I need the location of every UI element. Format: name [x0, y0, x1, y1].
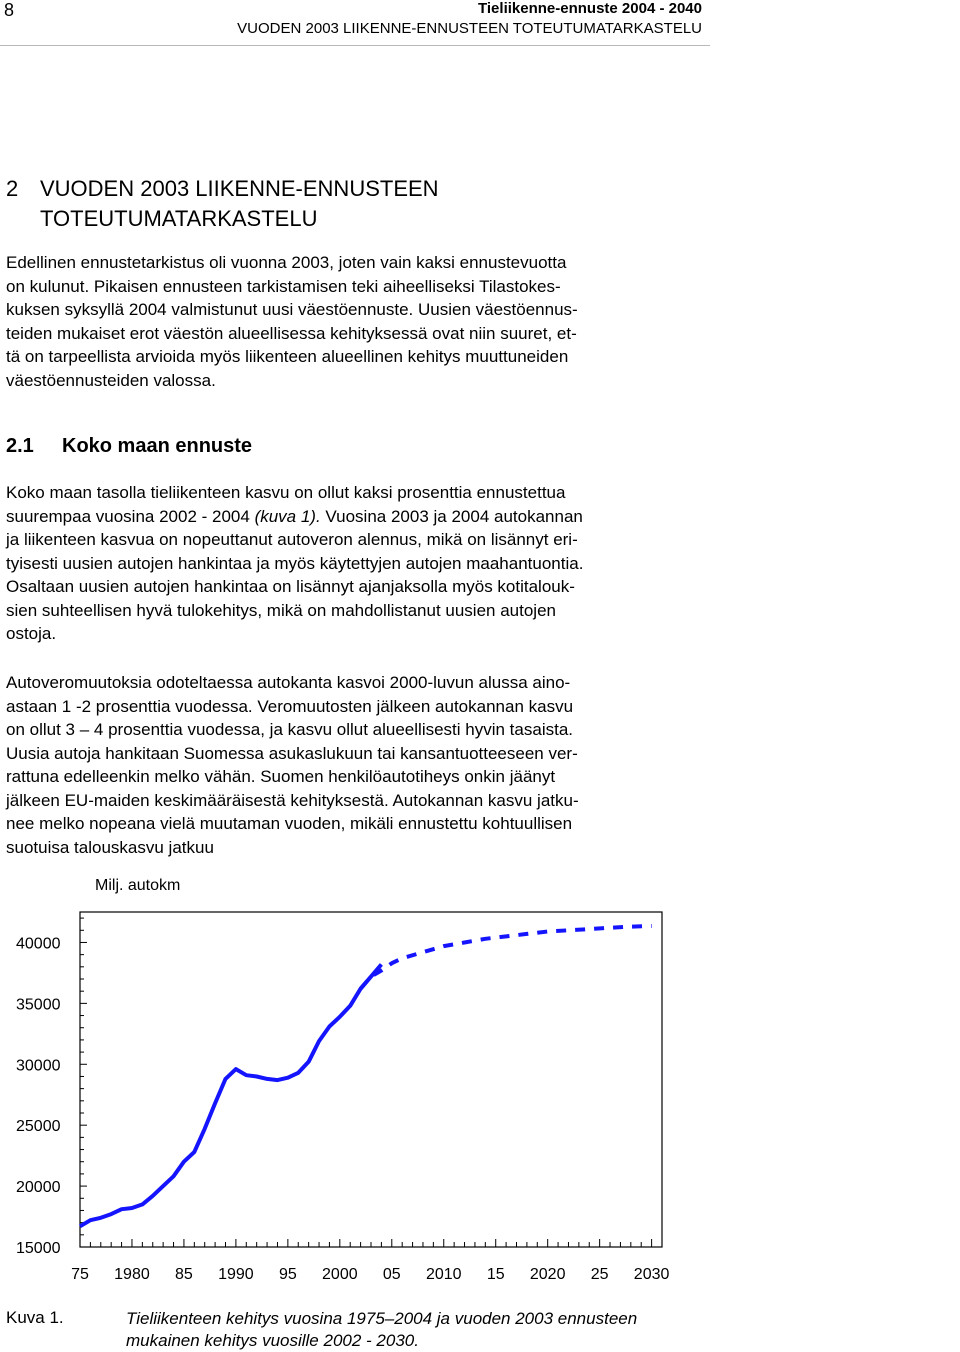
series-line-actual: [80, 964, 381, 1226]
text-line: on kulunut. Pikaisen ennusteen tarkistamisen teki aiheelliseksi Tilastokes-: [6, 276, 561, 296]
x-tick-label: 2020: [529, 1266, 566, 1283]
x-tick-label: 95: [278, 1266, 297, 1283]
x-tick-label: 25: [590, 1266, 609, 1283]
x-tick-label: 2030: [633, 1266, 670, 1283]
y-axis-label: Milj. autokm: [95, 877, 181, 894]
text-line: ja liikenteen kasvua on nopeuttanut autoveron alennus, mikä on lisännyt eri-: [6, 530, 578, 549]
running-header-subtitle: VUODEN 2003 LIIKENNE-ENNUSTEEN TOTEUTUMATARKASTELU: [237, 20, 702, 37]
y-tick-label: 15000: [16, 1240, 61, 1257]
section-title-line1: VUODEN 2003 LIIKENNE-ENNUSTEEN: [40, 176, 439, 201]
y-tick-label: 30000: [16, 1057, 61, 1075]
text-line: Koko maan tasolla tieliikenteen kasvu on ollut kaksi prosenttia ennustettua: [6, 483, 566, 502]
text-line: Uusia autoja hankitaan Suomessa asukaslukuun tai kansantuotteeseen ver-: [6, 743, 578, 763]
text-line: tyisesti uusien autojen hankintaa ja myös käytettyjen autojen maahantuontia.: [6, 553, 584, 573]
x-tick-label: 85: [175, 1266, 193, 1283]
subsection-paragraph-2: [6, 671, 706, 859]
text-line: ostoja.: [6, 624, 57, 643]
x-tick-label: 2000: [322, 1266, 358, 1283]
figure-reference: (kuva 1).: [254, 506, 321, 526]
plot-frame: [80, 912, 662, 1247]
figure-caption-label: Kuva 1.: [6, 1308, 64, 1327]
x-tick-label: 2010: [425, 1266, 462, 1283]
text-line: väestöennusteiden valossa.: [6, 370, 216, 390]
caption-line: mukainen kehitys vuosille 2002 - 2030.: [126, 1331, 419, 1350]
text-line: Autoveromuutoksia odoteltaessa autokanta kasvoi 2000-luvun alussa aino-: [6, 673, 571, 692]
series-line-forecast: [361, 926, 652, 989]
figure-caption: [126, 1308, 726, 1352]
text-line: kuksen syksyllä 2004 valmistunut uusi väestöennuste. Uusien väestöennus-: [6, 300, 578, 319]
x-tick-label: 1980: [114, 1266, 150, 1283]
section-heading: [6, 174, 439, 234]
x-tick-label: 05: [382, 1266, 401, 1283]
text-line: jälkeen EU-maiden keskimääräisestä kehityksestä. Autokannan kasvu jatku-: [6, 790, 579, 810]
caption-line: Tieliikenteen kehitys vuosina 1975–2004 ja vuoden 2003 ennusteen: [126, 1309, 638, 1328]
text-line: Edellinen ennustetarkistus oli vuonna 2003, joten vain kaksi ennustevuotta: [6, 253, 567, 272]
running-header-title: Tieliikenne-ennuste 2004 - 2040: [478, 0, 702, 17]
y-tick-label: 35000: [16, 996, 61, 1014]
text-line: teiden mukaiset erot väestön alueellisessa kehityksessä ovat niin suuret, et-: [6, 323, 577, 343]
section-number: 2: [6, 176, 19, 201]
subsection-number: 2.1: [6, 435, 34, 457]
x-tick-label: 1990: [218, 1266, 254, 1283]
page-number: 8: [4, 0, 15, 20]
text-line: sien suhteellisen hyvä tulokehitys, mikä on mahdollistanut uusien autojen: [6, 600, 556, 620]
text-line: nee melko nopeana vielä muutaman vuoden, mikäli ennustettu kohtuullisen: [6, 814, 573, 833]
header-rule: [0, 45, 710, 46]
x-tick-label: 15: [486, 1266, 505, 1283]
text-line: rattuna edelleenkin melko vähän. Suomen henkilöautotiheys onkin jäänyt: [6, 767, 556, 786]
section-title-line2: TOTEUTUMATARKASTELU: [40, 206, 318, 231]
text-line: astaan 1 -2 prosenttia vuodessa. Veromuutosten jälkeen autokannan kasvu: [6, 696, 574, 716]
y-tick-label: 20000: [16, 1179, 61, 1197]
y-tick-label: 40000: [16, 935, 61, 953]
subsection-paragraph-1: [6, 481, 706, 646]
y-tick-label: 25000: [16, 1118, 61, 1136]
section-paragraph: [6, 251, 706, 392]
traffic-line-chart: [0, 860, 720, 1300]
text-line: suotuisa talouskasvu jatkuu: [6, 837, 214, 857]
x-tick-label: 75: [71, 1266, 89, 1283]
subsection-title: Koko maan ennuste: [62, 435, 253, 457]
text-line: Osaltaan uusien autojen hankintaa on lisännyt ajanjaksolla myös kotitalouk-: [6, 577, 575, 596]
text-line: tä on tarpeellista arvioida myös liikenteen alueellinen kehitys muuttuneiden: [6, 347, 569, 366]
subsection-heading: [6, 435, 252, 458]
text-line: suurempaa vuosina 2002 - 2004 (kuva 1). Vuosina 2003 ja 2004 autokannan: [6, 506, 583, 526]
text-line: on ollut 3 – 4 prosenttia vuodessa, ja kasvu ollut alueellisesti hyvin tasaista.: [6, 720, 573, 739]
